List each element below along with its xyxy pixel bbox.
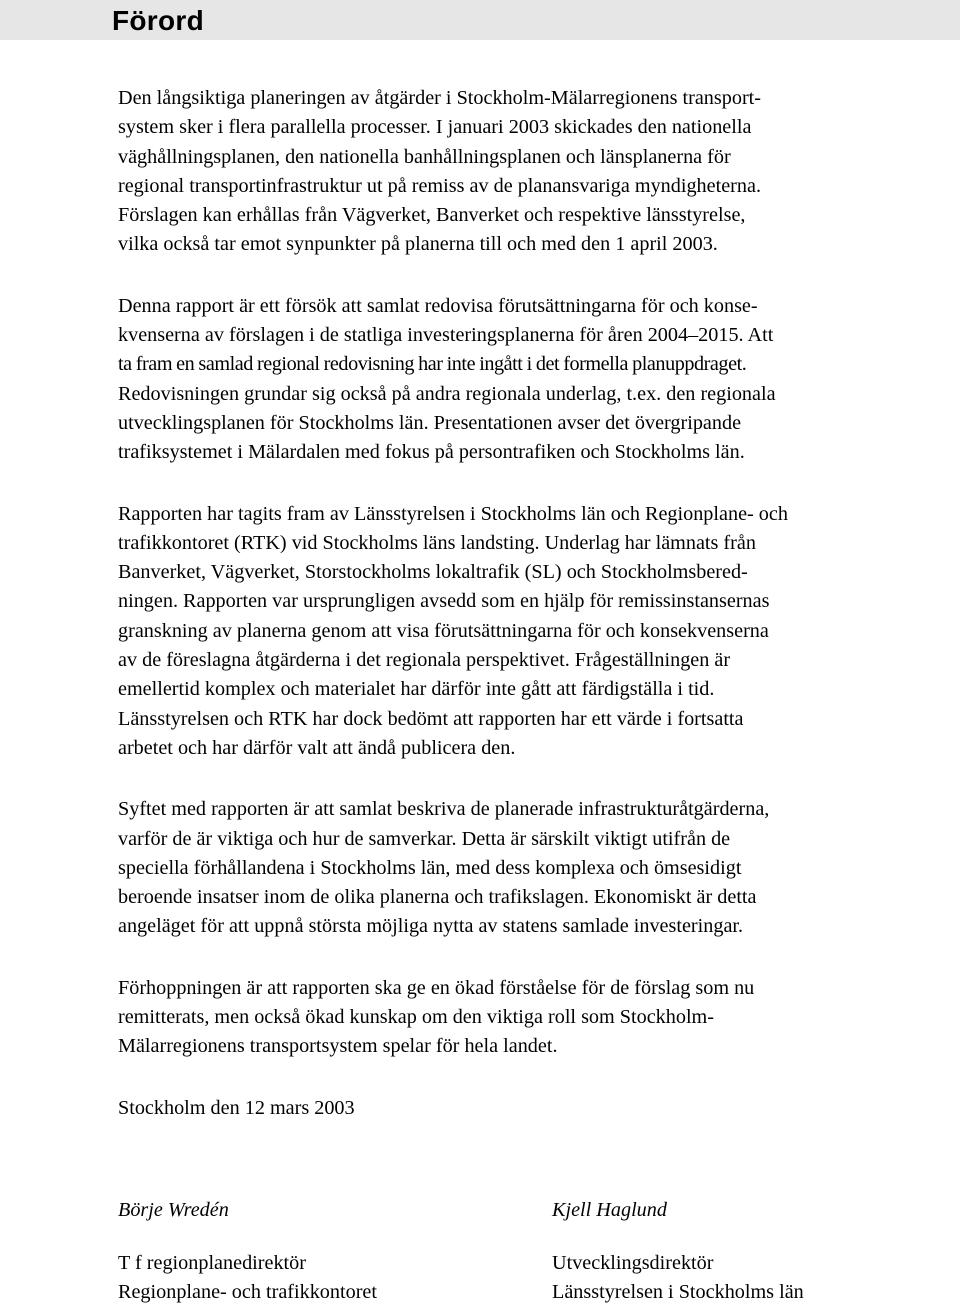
- text-line: Syftet med rapporten är att samlat beskriva de planerade infrastrukturåtgärderna,: [118, 798, 770, 821]
- text-line: angeläget för att uppnå största möjliga nytta av statens samlade investeringar.: [118, 915, 744, 938]
- signature-organization-left: Regionplane- och trafikkontoret: [118, 1281, 377, 1303]
- text-line: granskning av planerna genom att visa förutsättningarna för och konsekvenserna: [118, 619, 769, 642]
- paragraph-4: [118, 795, 960, 941]
- paragraph-1: [118, 84, 960, 260]
- text-line: emellertid komplex och materialet har därför inte gått att färdigställa i tid.: [118, 678, 715, 701]
- text-line: beroende insatser inom de olika planerna och trafikslagen. Ekonomiskt är detta: [118, 886, 757, 909]
- text-line: system sker i flera parallella processer. I januari 2003 skickades den nationella: [118, 116, 752, 139]
- text-line: trafiksystemet i Mälardalen med fokus på persontrafiken och Stockholms län.: [118, 441, 745, 464]
- text-line: ta fram en samlad regional redovisning har inte ingått i det formella planuppdraget.: [118, 353, 747, 376]
- paragraph-2: [118, 292, 960, 468]
- signature-name-right: Kjell Haglund: [552, 1199, 667, 1221]
- signature-organization-right: Länsstyrelsen i Stockholms län: [552, 1281, 804, 1303]
- text-line: av de föreslagna åtgärderna i det regionala perspektivet. Frågeställningen är: [118, 649, 731, 672]
- text-line: speciella förhållandena i Stockholms län, med dess komplexa och ömsesidigt: [118, 856, 742, 879]
- text-line: Redovisningen grundar sig också på andra regionala underlag, t.ex. den regionala: [118, 382, 776, 405]
- text-line: Rapporten har tagits fram av Länsstyrelsen i Stockholms län och Regionplane- och: [118, 502, 788, 525]
- text-line: ningen. Rapporten var ursprungligen avsedd som en hjälp för remissinstansernas: [118, 590, 770, 613]
- text-line: regional transportinfrastruktur ut på remiss av de planansvariga myndigheterna.: [118, 174, 761, 197]
- text-line: Förslagen kan erhållas från Vägverket, Banverket och respektive länsstyrelse,: [118, 204, 746, 227]
- paragraph-5: [118, 974, 960, 1062]
- text-line: Den långsiktiga planeringen av åtgärder i Stockholm-Mälarregionens transport-: [118, 87, 761, 109]
- signature-title-left: T f regionplanedirektör: [118, 1252, 306, 1274]
- text-line: varför de är viktiga och hur de samverkar. Detta är särskilt viktigt utifrån de: [118, 827, 731, 850]
- signature-title-right: Utvecklingsdirektör: [552, 1252, 714, 1274]
- text-line: vilka också tar emot synpunkter på planerna till och med den 1 april 2003.: [118, 233, 718, 256]
- text-line: Förhoppningen är att rapporten ska ge en ökad förståelse för de förslag som nu: [118, 976, 755, 999]
- text-line: Mälarregionens transportsystem spelar för hela landet.: [118, 1035, 558, 1058]
- text-line: väghållningsplanen, den nationella banhållningsplanen och länsplanerna för: [118, 145, 731, 168]
- text-line: Länsstyrelsen och RTK har dock bedömt att rapporten har ett värde i fortsatta: [118, 707, 744, 730]
- text-line: remitterats, men också ökad kunskap om den viktiga roll som Stockholm-: [118, 1006, 714, 1029]
- page-title: Förord: [112, 5, 205, 36]
- body-text: [118, 84, 960, 1094]
- signature-name-left: Börje Wredén: [118, 1199, 229, 1221]
- text-line: utvecklingsplanen för Stockholms län. Presentationen avser det övergripande: [118, 411, 742, 434]
- paragraph-3: [118, 500, 960, 764]
- text-line: Denna rapport är ett försök att samlat redovisa förutsättningarna för och konse-: [118, 294, 758, 317]
- place-date: Stockholm den 12 mars 2003: [118, 1097, 355, 1119]
- text-line: arbetet och har därför valt att ändå publicera den.: [118, 736, 516, 759]
- text-line: kvenserna av förslagen i de statliga investeringsplanerna för åren 2004–2015. Att: [118, 324, 774, 347]
- text-line: Banverket, Vägverket, Storstockholms lokaltrafik (SL) och Stockholmsbered-: [118, 561, 748, 584]
- text-line: trafikkontoret (RTK) vid Stockholms läns landsting. Underlag har lämnats från: [118, 531, 756, 554]
